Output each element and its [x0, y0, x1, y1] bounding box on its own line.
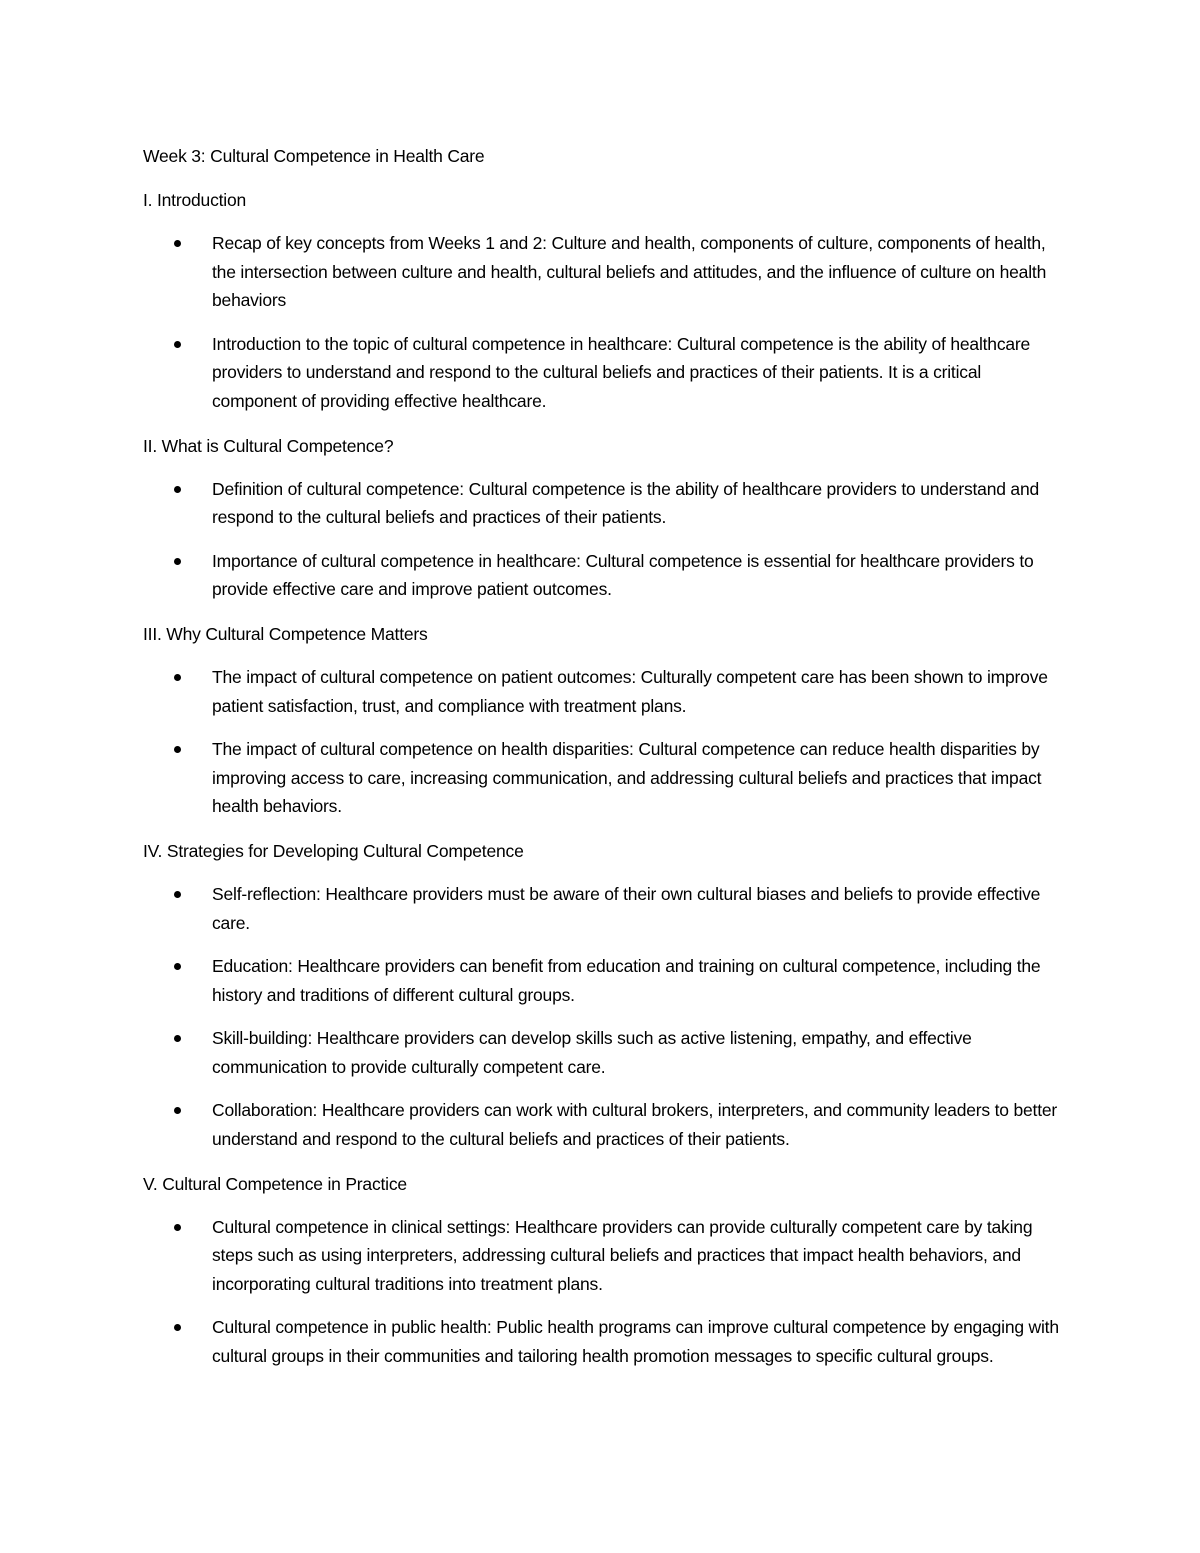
- list-item-text: Definition of cultural competence: Cultural competence is the ability of healthcare providers to understand and respond to the cultural beliefs and practices of their patients.: [212, 478, 1040, 528]
- list-item: [143, 952, 1063, 1009]
- document-title: Week 3: Cultural Competence in Health Care: [143, 146, 485, 166]
- list-item: [143, 1024, 1063, 1081]
- list-item: [143, 229, 1063, 315]
- section-heading-why-cultural-competence-matters: III. Why Cultural Competence Matters: [143, 623, 428, 644]
- bullet-icon: [174, 1224, 181, 1231]
- bullet-icon: [174, 486, 181, 493]
- bullet-icon: [174, 558, 181, 565]
- bullet-icon: [174, 240, 181, 247]
- section-heading-what-is-cultural-competence: II. What is Cultural Competence?: [143, 435, 394, 456]
- bullet-icon: [174, 341, 181, 348]
- section-list-cultural-competence-in-practice: [143, 1213, 1063, 1371]
- list-item: [143, 330, 1063, 416]
- list-item-text: Cultural competence in clinical settings: Healthcare providers can provide culturally competent care by taking steps such as using interpreters, addressing cultural beliefs and practices that impact health behaviors, and incorporating cultural traditions into treatment plans.: [212, 1216, 1033, 1294]
- list-item: [143, 547, 1063, 604]
- list-item-text: Self-reflection: Healthcare providers must be aware of their own cultural biases and beliefs to provide effective care.: [212, 883, 1041, 933]
- bullet-icon: [174, 1107, 181, 1114]
- bullet-icon: [174, 1324, 181, 1331]
- bullet-icon: [174, 963, 181, 970]
- list-item-text: Collaboration: Healthcare providers can work with cultural brokers, interpreters, and community leaders to better understand and respond to the cultural beliefs and practices of their patients.: [212, 1100, 1058, 1150]
- bullet-icon: [174, 674, 181, 681]
- list-item-text: Cultural competence in public health: Public health programs can improve cultural competence by engaging with cultural groups in their communities and tailoring health promotion messages to specific cultural groups.: [212, 1317, 1059, 1367]
- list-item: [143, 1096, 1063, 1153]
- bullet-icon: [174, 746, 181, 753]
- list-item: [143, 1213, 1063, 1299]
- section-list-why-cultural-competence-matters: [143, 663, 1063, 821]
- bullet-icon: [174, 891, 181, 898]
- list-item: [143, 735, 1063, 821]
- section-list-strategies: [143, 880, 1063, 1154]
- list-item: [143, 1313, 1063, 1370]
- list-item-text: Skill-building: Healthcare providers can develop skills such as active listening, empathy, and effective communication to provide culturally competent care.: [212, 1028, 972, 1077]
- list-item-text: Introduction to the topic of cultural competence in healthcare: Cultural competence is the ability of healthcare providers to understand and respond to the cultural beliefs and practices of their patients. It is a critical component of providing effective healthcare.: [212, 333, 1031, 411]
- list-item-text: The impact of cultural competence on health disparities: Cultural competence can reduce health disparities by improving access to care, increasing communication, and addressing cultural beliefs and practices that impact health behaviors.: [212, 739, 1042, 817]
- section-heading-introduction: I. Introduction: [143, 190, 247, 210]
- section-list-introduction: [143, 229, 1063, 416]
- document-body: [143, 142, 1063, 1371]
- list-item: [143, 663, 1063, 720]
- section-heading-strategies: IV. Strategies for Developing Cultural Competence: [143, 840, 524, 861]
- list-item-text: The impact of cultural competence on patient outcomes: Culturally competent care has been shown to improve patient satisfaction, trust, and compliance with treatment plans.: [212, 666, 1048, 716]
- section-list-what-is-cultural-competence: [143, 475, 1063, 604]
- list-item: [143, 475, 1063, 532]
- bullet-icon: [174, 1035, 181, 1042]
- list-item-text: Importance of cultural competence in healthcare: Cultural competence is essential for healthcare providers to provide effective care and improve patient outcomes.: [212, 550, 1034, 600]
- list-item-text: Education: Healthcare providers can benefit from education and training on cultural competence, including the history and traditions of different cultural groups.: [212, 956, 1041, 1005]
- section-heading-cultural-competence-in-practice: V. Cultural Competence in Practice: [143, 1173, 407, 1194]
- list-item-text: Recap of key concepts from Weeks 1 and 2: Culture and health, components of culture, components of health, the intersection between culture and health, cultural beliefs and attitudes, and the influence of culture on health behaviors: [212, 233, 1047, 311]
- list-item: [143, 880, 1063, 937]
